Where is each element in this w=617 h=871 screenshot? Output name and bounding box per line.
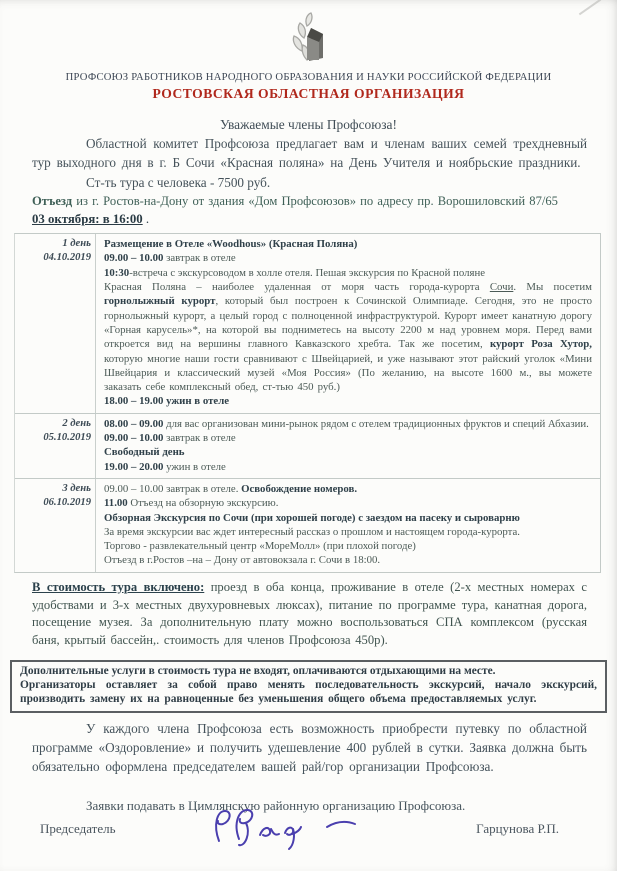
- day-label: 2 день: [62, 417, 91, 429]
- letterhead: [0, 0, 617, 102]
- itinerary-text-segment: ужин в отеле: [163, 460, 226, 473]
- departure-tail: .: [142, 212, 150, 227]
- itinerary-line: [104, 280, 592, 394]
- itinerary-text-segment: курорт Роза Хутор,: [489, 338, 592, 351]
- itinerary-text-segment: завтрак в отеле: [163, 252, 236, 265]
- signature-ink-icon: [205, 801, 365, 859]
- itinerary-line: [104, 482, 592, 496]
- itinerary-line: [104, 496, 592, 510]
- departure-datetime-line: [32, 210, 587, 228]
- itinerary-line: [104, 417, 592, 431]
- note-box: [10, 660, 607, 713]
- day-date: 05.10.2019: [43, 431, 91, 443]
- departure-datetime: 03 октября: в 16:00: [32, 212, 143, 227]
- itinerary-text-segment: Размещение в Отеле «Woodhous» (Красная Поляна): [104, 238, 358, 251]
- day-label: 3 день: [62, 482, 91, 494]
- included-text: проезд в оба конца, проживание в отеле (2-х местных номерах с удобствами и 3-х местных двухуровневых люксах), питание по программе тура, канатная дорога, посещение музея. За дополнительную плату можно воспользоваться СПА комплексом (русская баня, крытый бассейн,. стоимость для членов Профсоюза 450р).: [32, 579, 587, 648]
- signature-block: [0, 801, 617, 861]
- itinerary-text-segment: Обзорная Экскурсия по Сочи (при хорошей погоде) с заездом на пасеку и сыроварню: [104, 511, 520, 524]
- itinerary-text-segment: 19.00 – 20.00: [104, 460, 164, 473]
- included-paragraph: [32, 579, 587, 650]
- itinerary-line: [104, 445, 592, 459]
- itinerary-table: [14, 233, 601, 573]
- day-date-cell: [15, 479, 96, 572]
- day-program-cell: [96, 234, 600, 413]
- itinerary-text-segment: Отъезд в г.Ростов –на – Дону от автовокзала г. Сочи в 18:00.: [104, 554, 381, 567]
- day-date-cell: [15, 414, 96, 478]
- itinerary-text-segment: -встреча с экскурсоводом в холле отеля. Пешая экскурсия по Красной поляне: [129, 266, 486, 279]
- itinerary-text-segment: 09.00 – 10.00: [104, 432, 164, 445]
- itinerary-line: [104, 525, 592, 539]
- itinerary-text-segment: Сочи: [489, 281, 514, 294]
- itinerary-text-segment: 11.00: [104, 497, 128, 510]
- itinerary-text-segment: 09.00 – 10.00 завтрак в отеле.: [104, 482, 242, 495]
- itinerary-text-segment: Торгово - развлекательный центр «МореМолл» (при плохой погоде): [104, 540, 416, 553]
- day-program-cell: [96, 414, 600, 478]
- departure-line: [32, 192, 595, 210]
- org-name-regional: РОСТОВСКАЯ ОБЛАСТНАЯ ОРГАНИЗАЦИЯ: [152, 86, 465, 101]
- itinerary-day-row: [15, 234, 600, 413]
- day-date-cell: [15, 234, 96, 413]
- itinerary-text-segment: 10:30: [104, 266, 130, 279]
- itinerary-line: [104, 511, 592, 525]
- itinerary-line: [104, 539, 592, 553]
- itinerary-day-row: [15, 413, 600, 478]
- itinerary-text-segment: Отъезд на обзорную экскурсию.: [127, 497, 279, 510]
- itinerary-text-segment: 18.00 – 19.00 ужин в отеле: [104, 395, 230, 408]
- day-label: 1 день: [62, 238, 91, 250]
- itinerary-text-segment: завтрак в отеле: [163, 432, 236, 445]
- itinerary-day-row: [15, 478, 600, 572]
- apply-paragraph: Заявки подавать в Цимлянскую районную организацию Профсоюза.: [86, 797, 466, 813]
- itinerary-text-segment: Свободный день: [104, 446, 185, 459]
- included-title: В стоимость тура включено:: [32, 579, 205, 594]
- itinerary-text-segment: Красная Поляна – наиболее удаленная от моря часть города-курорта: [104, 281, 490, 294]
- itinerary-text-segment: За время экскурсии вас ждет интересный рассказ о прошлом и настоящем города-курорта.: [104, 525, 520, 538]
- itinerary-line: [104, 237, 592, 251]
- day-date: 06.10.2019: [43, 496, 91, 508]
- itinerary-text-segment: горнолыжный курорт: [104, 295, 216, 308]
- note-line-2: Организаторы оставляет за собой право менять последовательность экскурсий, начало экскурсий, производить замену их на равноценные без уменьшения общего объема предоставляемых услуг.: [20, 678, 597, 705]
- itinerary-text-segment: Освобождение номеров.: [241, 482, 358, 495]
- intro-paragraph: Областной комитет Профсоюза предлагает вам и членам ваших семей трехдневный тур выходного дня в г. Б Сочи «Красная поляна» на День Учителя и ноябрьские праздники.: [32, 136, 587, 170]
- chairman-name: Гарцунова Р.П.: [476, 821, 559, 836]
- offer-paragraph: У каждого члена Профсоюза есть возможность приобрести путевку по областной программе «Оздоровление» и получить удешевление 400 рублей в сутки. Заявка должна быть обязательно оформлена председателем вашей рай/гор организации Профсоюза.: [32, 720, 587, 774]
- itinerary-text-segment: , который был построен к Сочинской Олимпиаде. Сегодня, это не просто горнолыжный курорт, а целый город с полноценной инфраструктурой. Курорт имеет канатную дорогу «Горная карусель»*, на которой вы подниметесь на высоту 2200 м над уровнем моря. Перед вами откроется вид на вершины главного Кавказского хребта. Так же посетим,: [104, 295, 592, 351]
- salutation: Уважаемые члены Профсоюза!: [220, 117, 397, 132]
- itinerary-line: [104, 251, 592, 265]
- itinerary-text-segment: которую многие наши гости сравнивают с Швейцарией, и уже называют этот райский уголок «Мини Швейцария и классический музей «Моя Россия» (По желанию, на высоте 1600 м., вы можете заказать себе комплексный обед, ст-тью 450 руб.): [104, 352, 592, 394]
- itinerary-text-segment: 08.00 – 09.00: [104, 417, 164, 430]
- itinerary-line: [104, 266, 592, 280]
- itinerary-text-segment: для вас организован мини-рынок рядом с отелем традиционных фруктов и специй Абхазии.: [163, 417, 589, 430]
- day-date: 04.10.2019: [43, 252, 91, 264]
- itinerary-line: [104, 431, 592, 445]
- note-line-1: Дополнительные услуги в стоимость тура не входят, оплачиваются отдыхающими на месте.: [20, 664, 496, 677]
- day-program-cell: [96, 479, 600, 572]
- departure-rest: из г. Ростов-на-Дону от здания «Дом Профсоюзов» по адресу пр. Ворошиловский 87/65: [72, 194, 558, 209]
- itinerary-line: [104, 460, 592, 474]
- union-emblem-icon: [277, 12, 341, 64]
- itinerary-line: [104, 394, 592, 408]
- itinerary-line: [104, 553, 592, 567]
- price-line: Ст-ть тура с человека - 7500 руб.: [86, 175, 271, 191]
- itinerary-text-segment: 09.00 – 10.00: [104, 252, 164, 265]
- chairman-title: Председатель: [40, 821, 116, 836]
- itinerary-text-segment: . Мы посетим: [513, 281, 592, 294]
- departure-word: Отъезд: [32, 194, 73, 209]
- org-name-federation: ПРОФСОЮЗ РАБОТНИКОВ НАРОДНОГО ОБРАЗОВАНИЯ И НАУКИ РОССИЙСКОЙ ФЕДЕРАЦИИ: [65, 72, 552, 83]
